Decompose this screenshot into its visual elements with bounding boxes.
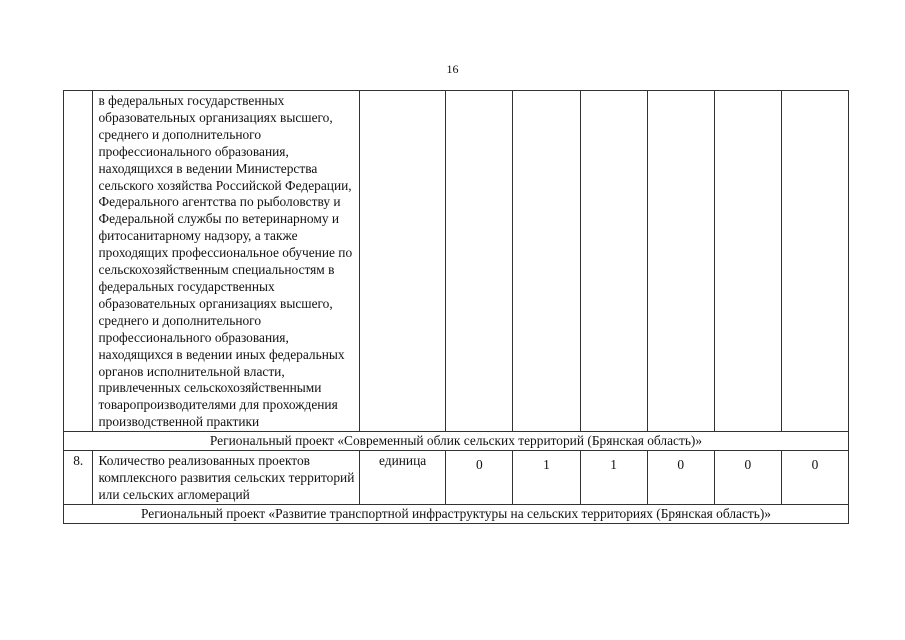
section-title: Региональный проект «Развитие транспортной инфраструктуры на сельских территориях (Брянская область)» — [64, 504, 849, 523]
unit-cell: единица — [359, 451, 445, 505]
value-cell: 0 — [446, 451, 513, 505]
value-cell — [714, 91, 781, 432]
value-cell: 1 — [580, 451, 647, 505]
value-cell — [446, 91, 513, 432]
section-title: Региональный проект «Современный облик сельских территорий (Брянская область)» — [64, 432, 849, 451]
unit-cell — [359, 91, 445, 432]
value-cell: 0 — [781, 451, 848, 505]
indicator-name-cell: в федеральных государственных образовательных организациях высшего, среднего и дополнительного профессионального образования, находящихся в ведении Министерства сельского хозяйства Российской Федерации, Федерального агентства по рыболовству и Федеральной службы по ветеринарному и фитосанитарному надзору, а также проходящих профессиональное обучение по сельскохозяйственным специальностям в федеральных государственных образовательных организациях высшего, среднего и дополнительного профессионального образования, находящихся в ведении иных федеральных органов исполнительной власти, привлеченных сельскохозяйственными товаропроизводителями для прохождения производственной практики — [93, 91, 359, 432]
table-row-continuation — [64, 91, 849, 432]
value-cell: 0 — [714, 451, 781, 505]
page-number: 16 — [446, 62, 459, 76]
table-row-8 — [64, 451, 849, 505]
indicators-table — [63, 90, 849, 524]
section-row — [64, 504, 849, 523]
value-cell — [513, 91, 580, 432]
value-cell: 1 — [513, 451, 580, 505]
value-cell: 0 — [647, 451, 714, 505]
value-cell — [580, 91, 647, 432]
value-cell — [647, 91, 714, 432]
value-cell — [781, 91, 848, 432]
row-number-cell — [64, 91, 93, 432]
row-number-cell: 8. — [64, 451, 93, 505]
indicator-name-cell: Количество реализованных проектов комплексного развития сельских территорий или сельских агломераций — [93, 451, 359, 505]
section-row — [64, 432, 849, 451]
